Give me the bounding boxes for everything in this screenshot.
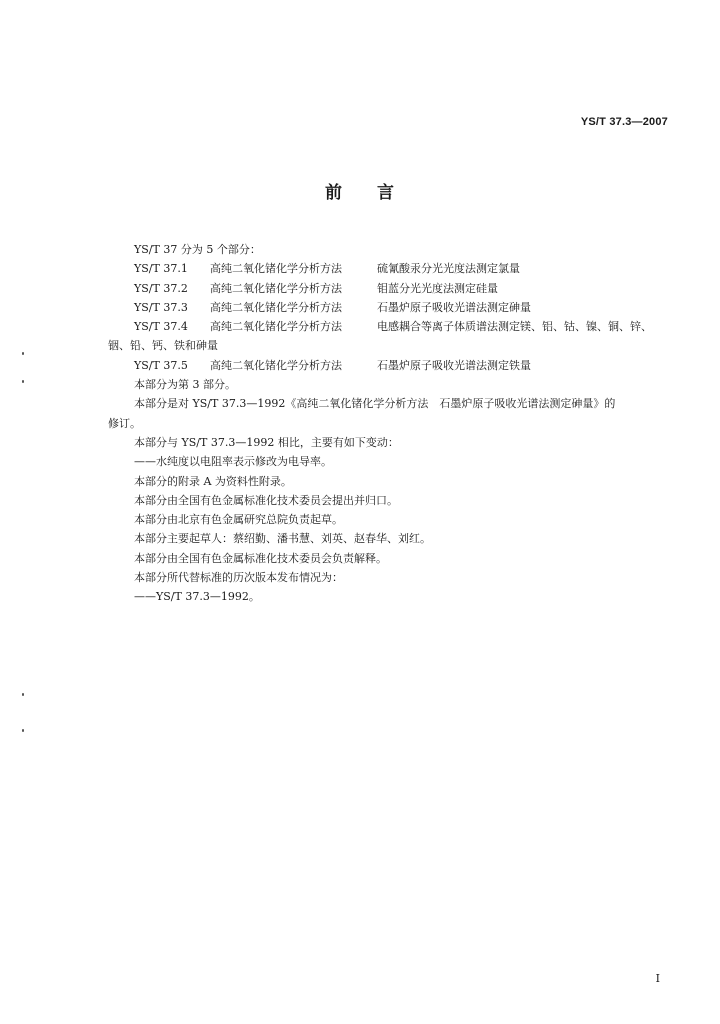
- part-topic: 石墨炉原子吸收光谱法测定铁量: [377, 358, 531, 372]
- part-line-4: [108, 317, 673, 336]
- part-method: 高纯二氧化锗化学分析方法: [210, 262, 342, 276]
- history-intro: 本部分所代替标准的历次版本发布情况为：: [134, 571, 343, 585]
- part-code: YS/T 37.1: [134, 262, 188, 276]
- drafted-by-paragraph: 本部分由北京有色金属研究总院负责起草。: [134, 513, 343, 527]
- page-title: [0, 178, 720, 203]
- history-item: ——YS/T 37.3—1992。: [134, 590, 260, 604]
- change-item: ——水纯度以电阻率表示修改为电导率。: [134, 455, 332, 469]
- part-method: 高纯二氧化锗化学分析方法: [210, 281, 342, 295]
- revision-paragraph: 本部分是对 YS/T 37.3—1992《高纯二氧化锗化学分析方法 石墨炉原子吸收光谱法测定砷量》的: [134, 397, 616, 411]
- intro-line: YS/T 37 分为 5 个部分：: [134, 243, 261, 256]
- annex-paragraph: 本部分的附录 A 为资料性附录。: [134, 474, 292, 488]
- part-method: 高纯二氧化锗化学分析方法: [210, 320, 342, 334]
- part-code: YS/T 37.2: [134, 281, 188, 295]
- part-method: 高纯二氧化锗化学分析方法: [210, 300, 342, 314]
- changes-intro: 本部分与 YS/T 37.3—1992 相比，主要有如下变动：: [134, 435, 399, 449]
- interpreted-by-paragraph: 本部分由全国有色金属标准化技术委员会负责解释。: [134, 551, 387, 565]
- part-method: 高纯二氧化锗化学分析方法: [210, 358, 342, 372]
- scan-speck: [22, 352, 24, 355]
- part-line-3: [108, 298, 673, 317]
- revision-paragraph-continuation: 修订。: [108, 416, 141, 430]
- part-line-1: [108, 259, 673, 278]
- part-topic: 电感耦合等离子体质谱法测定镁、铝、钴、镍、铜、锌、: [377, 320, 652, 334]
- document-body: [108, 240, 673, 607]
- scan-speck: [22, 380, 24, 383]
- part-code: YS/T 37.3: [134, 300, 188, 314]
- part-code: YS/T 37.4: [134, 320, 188, 334]
- scan-speck: [22, 729, 24, 732]
- part-topic: 硫氰酸汞分光光度法测定氯量: [377, 262, 520, 276]
- scan-speck: [22, 693, 24, 696]
- part-line-2: [108, 279, 673, 298]
- title-char-2: 言: [377, 183, 395, 203]
- drafters-paragraph: 本部分主要起草人：蔡绍勤、潘书慧、刘英、赵春华、刘红。: [134, 532, 431, 546]
- this-part-paragraph: 本部分为第 3 部分。: [134, 378, 236, 392]
- part-topic: 石墨炉原子吸收光谱法测定砷量: [377, 300, 531, 314]
- proposed-by-paragraph: 本部分由全国有色金属标准化技术委员会提出并归口。: [134, 493, 398, 507]
- part-topic: 钼蓝分光光度法测定硅量: [377, 281, 498, 295]
- part-code: YS/T 37.5: [134, 358, 188, 372]
- title-char-1: 前: [325, 183, 343, 203]
- part-4-continuation: 铟、铅、钙、铁和砷量: [108, 339, 218, 353]
- page-number: I: [655, 972, 660, 985]
- standard-code: YS/T 37.3—2007: [580, 116, 668, 128]
- part-line-5: [108, 356, 673, 375]
